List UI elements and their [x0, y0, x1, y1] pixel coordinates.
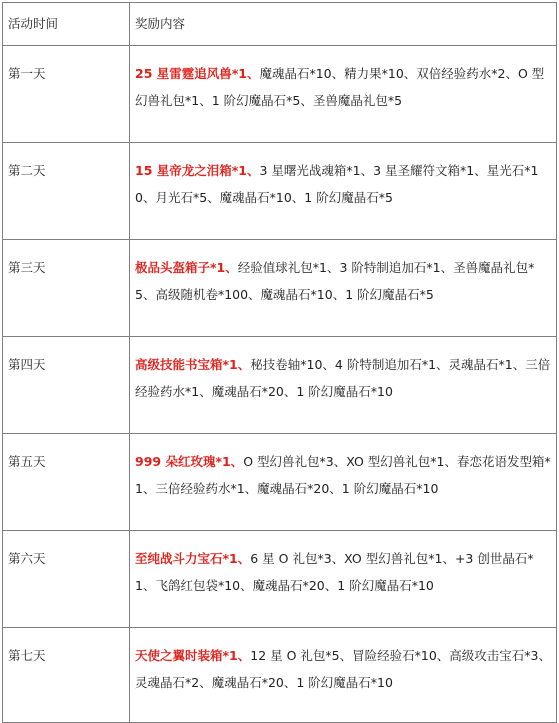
other-rewards: 经验值球礼包*1、3 阶特制追加石*1、圣兽魔晶礼包*5、高级随机卷*100、魔魂晶石*10、1 阶幻魔晶石*5	[135, 260, 535, 302]
reward-cell	[130, 240, 557, 337]
day-label: 第七天	[3, 628, 130, 723]
table-row	[3, 628, 557, 723]
day-label: 第四天	[3, 337, 130, 434]
day-label: 第六天	[3, 531, 130, 628]
table-row	[3, 240, 557, 337]
table-row	[3, 143, 557, 240]
featured-reward: 999 朵红玫瑰*1、	[135, 454, 244, 469]
other-rewards: 魔魂晶石*10、精力果*10、双倍经验药水*2、O 型幻兽礼包*1、1 阶幻魔晶石*5、圣兽魔晶礼包*5	[135, 66, 545, 108]
reward-cell	[130, 434, 557, 531]
table-row	[3, 434, 557, 531]
reward-cell	[130, 143, 557, 240]
day-label: 第一天	[3, 46, 130, 143]
other-rewards: 6 星 O 礼包*3、XO 型幻兽礼包*1、+3 创世晶石*1、飞鸽红包袋*10、魔魂晶石*20、1 阶幻魔晶石*10	[135, 551, 534, 593]
table-row	[3, 337, 557, 434]
day-label: 第二天	[3, 143, 130, 240]
reward-table	[2, 2, 557, 723]
table-row	[3, 46, 557, 143]
header-reward-content: 奖励内容	[130, 3, 557, 46]
table-header-row	[3, 3, 557, 46]
day-label: 第五天	[3, 434, 130, 531]
featured-reward: 高级技能书宝箱*1、	[135, 357, 251, 372]
header-activity-time: 活动时间	[3, 3, 130, 46]
day-label: 第三天	[3, 240, 130, 337]
featured-reward: 15 星帝龙之泪箱*1、	[135, 163, 260, 178]
featured-reward: 至纯战斗力宝石*1、	[135, 551, 251, 566]
other-rewards: 12 星 O 礼包*5、冒险经验石*10、高级攻击宝石*3、灵魂晶石*2、魔魂晶石*20、1 阶幻魔晶石*10	[135, 648, 551, 690]
featured-reward: 极品头盔箱子*1、	[135, 260, 238, 275]
featured-reward: 天使之翼时装箱*1、	[135, 648, 251, 663]
featured-reward: 25 星雷霆追风兽*1、	[135, 66, 260, 81]
other-rewards: O 型幻兽礼包*3、XO 型幻兽礼包*1、春恋花语发型箱*1、三倍经验药水*1、魔魂晶石*20、1 阶幻魔晶石*10	[135, 454, 551, 496]
reward-cell	[130, 337, 557, 434]
other-rewards: 3 星曙光战魂箱*1、3 星圣耀符文箱*1、星光石*10、月光石*5、魔魂晶石*10、1 阶幻魔晶石*5	[135, 163, 539, 205]
reward-cell	[130, 628, 557, 723]
table-row	[3, 531, 557, 628]
other-rewards: 秘技卷轴*10、4 阶特制追加石*1、灵魂晶石*1、三倍经验药水*1、魔魂晶石*20、1 阶幻魔晶石*10	[135, 357, 551, 399]
reward-cell	[130, 531, 557, 628]
reward-cell	[130, 46, 557, 143]
